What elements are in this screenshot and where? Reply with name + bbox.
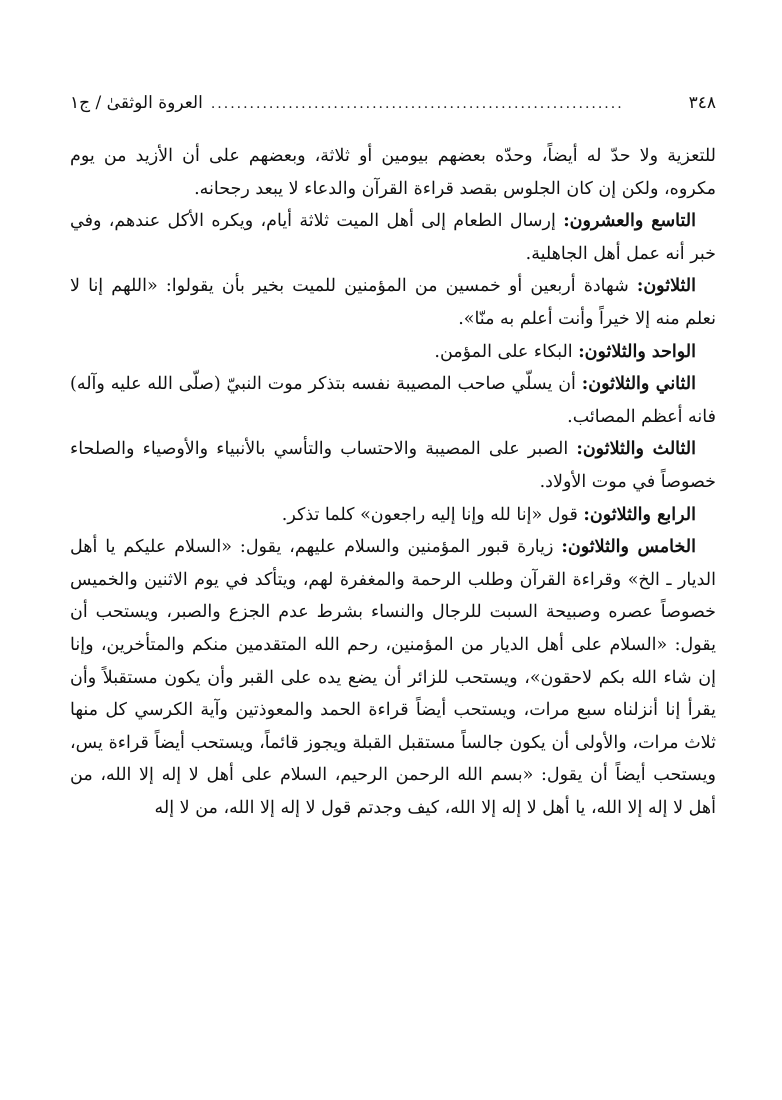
paragraph-item-30 [70, 270, 716, 335]
paragraph-text: البكاء على المؤمن. [434, 341, 579, 362]
paragraph-text: أن يسلّي صاحب المصيبة نفسه بتذكر موت النبيّ (صلّى الله عليه وآله) فانه أعظم المصائب. [70, 374, 716, 427]
paragraph-item-31 [70, 336, 716, 369]
paragraph-text: شهادة أربعين أو خمسين من المؤمنين للميت بخير بأن يقولوا: «اللهم إنا لا نعلم منه إلا خيراً وأنت أعلم به منّا». [70, 276, 716, 329]
book-page [70, 88, 716, 824]
paragraph-text: للتعزية ولا حدّ له أيضاً، وحدّه بعضهم بيومين أو ثلاثة، وبعضهم على أن الأزيد من يوم مكروه، ولكن إن كان الجلوس بقصد قراءة القرآن والدعاء لا يبعد رجحانه. [70, 146, 716, 199]
paragraph-item-32 [70, 368, 716, 433]
item-heading: الواحد والثلاثون: [578, 341, 696, 362]
paragraph-item-33 [70, 433, 716, 498]
item-heading: الثلاثون: [636, 276, 696, 297]
running-header [70, 88, 716, 118]
page-body [70, 140, 716, 824]
item-heading: الرابع والثلاثون: [583, 504, 696, 525]
paragraph-text: إرسال الطعام إلى أهل الميت ثلاثة أيام، ويكره الأكل عندهم، وفي خبر أنه عمل أهل الجاهلية. [70, 211, 716, 264]
page-number: ٣٤٨ [688, 93, 716, 113]
paragraph-item-35 [70, 531, 716, 824]
paragraph-item-29 [70, 205, 716, 270]
leader-dots: ................................................................ [210, 96, 624, 112]
paragraph-text: قول «إنا لله وإنا إليه راجعون» كلما تذكر. [281, 504, 584, 525]
paragraph-continuation [70, 140, 716, 205]
item-heading: الثالث والثلاثون: [576, 439, 696, 460]
item-heading: الخامس والثلاثون: [561, 537, 696, 558]
paragraph-text: زيارة قبور المؤمنين والسلام عليهم، يقول: «السلام عليكم يا أهل الديار ـ الخ» وقراءة القرآن وطلب الرحمة والمغفرة لهم، ويتأكد في يوم الاثنين والخميس خصوصاً عصره وصبيحة السبت للرجال والنساء بشرط عدم الجزع والصبر، ويستحب أن يقول: «السلام على أهل الديار من المؤمنين، رحم الله المتقدمين منكم والمتأخرين، وإنا إن شاء الله بكم لاحقون»، ويستحب للزائر أن يضع يده على القبر وأن يكون مستقبلاً وأن يقرأ إنا أنزلناه سبع مرات، ويستحب أيضاً قراءة الحمد والمعوذتين وآية الكرسي كل منها ثلاث مرات، والأولى أن يكون جالساً مستقبل القبلة ويجوز قائماً، ويستحب أيضاً قراءة يس، ويستحب أيضاً أن يقول: «بسم الله الرحمن الرحيم، السلام على أهل لا إله إلا الله، من أهل لا إله إلا الله، يا أهل لا إله إلا الله، كيف وجدتم قول لا إله إلا الله، من لا إله [70, 537, 717, 818]
item-heading: الثاني والثلاثون: [581, 374, 696, 395]
item-heading: التاسع والعشرون: [563, 211, 696, 232]
paragraph-text: الصبر على المصيبة والاحتساب والتأسي بالأنبياء والأوصياء والصلحاء خصوصاً في موت الأولاد. [70, 439, 716, 492]
paragraph-item-34 [70, 499, 716, 532]
book-title: العروة الوثقىٰ / ج١ [70, 93, 203, 113]
